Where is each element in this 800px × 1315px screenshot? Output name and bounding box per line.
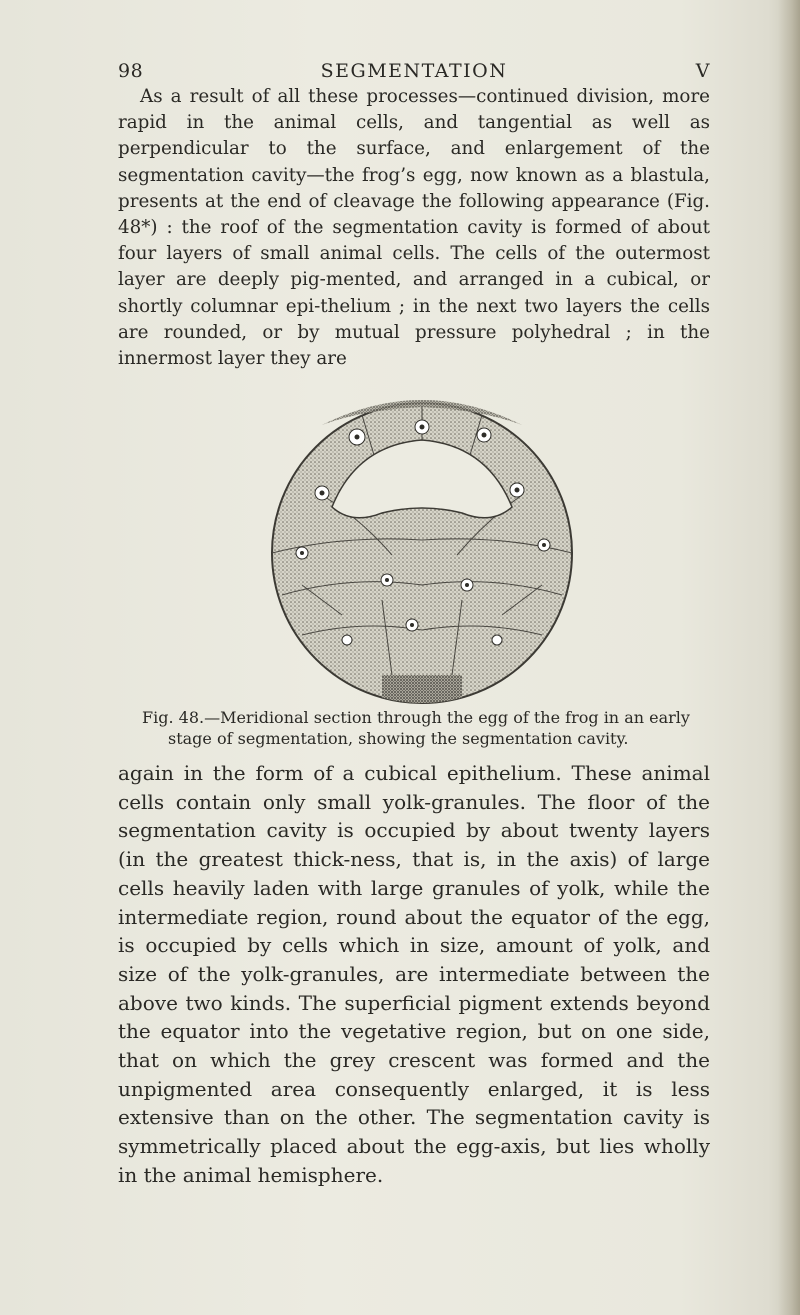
blastula-section-figure <box>262 385 582 715</box>
figure-caption-line-2: stage of segmentation, showing the segmentation cavity. <box>168 729 629 748</box>
running-title: SEGMENTATION <box>320 60 508 82</box>
figure-caption <box>142 707 722 749</box>
page-number: 98 <box>118 60 144 82</box>
chapter-number: V <box>695 60 710 82</box>
paragraph-bottom: again in the form of a cubical epithelium. These animal cells contain only small yolk-granules. The floor of the segmentation cavity is occupied by about twenty layers (in the greatest thick-ness, that is, in the axis) of large cells heavily laden with large granules of yolk, while the intermediate region, round about the equator of the egg, is occupied by cells which in size, amount of yolk, and size of the yolk-granules, are intermediate between the above two kinds. The superficial pigment extends beyond the equator into the vegetative region, but on one side, that on which the grey crescent was formed and the unpigmented area consequently enlarged, it is less extensive than on the other. The segmentation cavity is symmetrically placed about the egg-axis, but lies wholly in the animal hemisphere. <box>118 761 710 1187</box>
page-edge-shadow <box>778 0 800 1315</box>
paragraph-top: As a result of all these processes—continued division, more rapid in the animal cells, and tangential as well as perpendicular to the surface, and enlargement of the segmentation cavity—the frog’s egg, now known as a blastula, presents at the end of cleavage the following appearance (Fig. 48*) : the roof of the segmentation cavity is formed of about four layers of small animal cells. The cells of the outermost layer are deeply pig-mented, and arranged in a cubical, or shortly columnar epi-thelium ; in the next two layers the cells are rounded, or by mutual pressure polyhedral ; in the innermost layer they are <box>118 86 710 370</box>
figure-caption-line-1: Fig. 48.—Meridional section through the egg of the frog in an early <box>142 708 690 727</box>
